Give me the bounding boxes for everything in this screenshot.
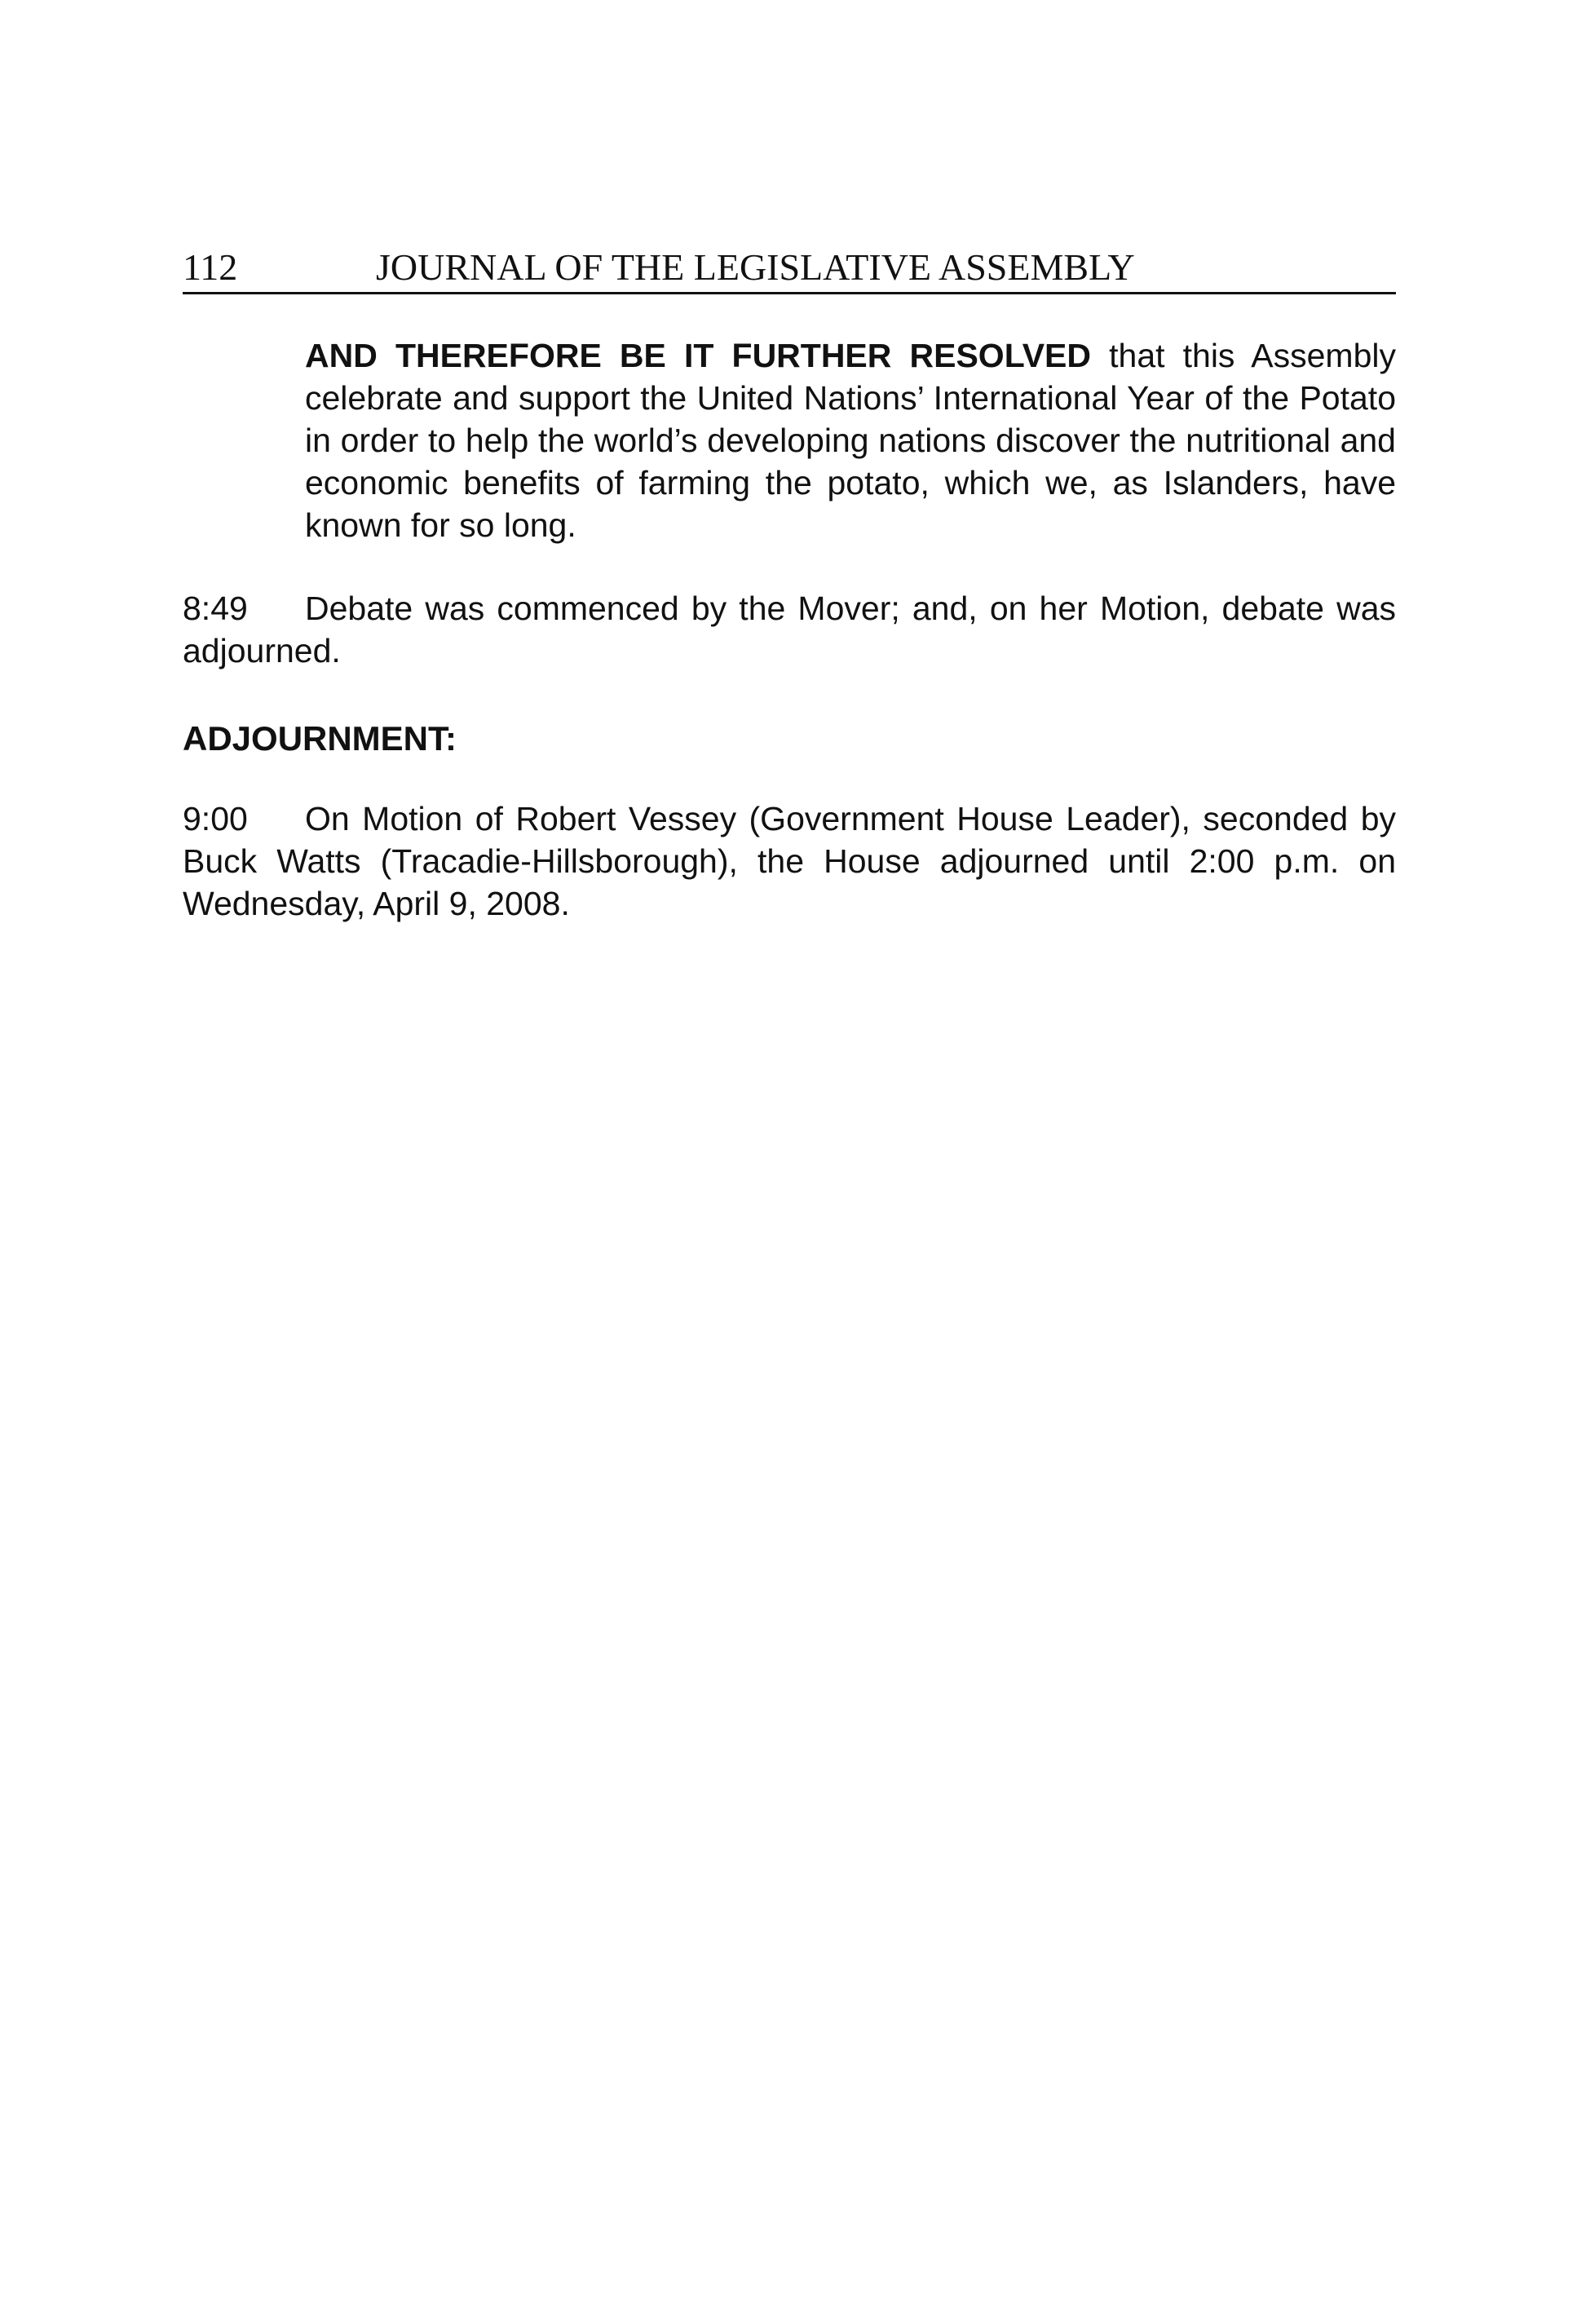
resolution-lead: AND THEREFORE BE IT FURTHER RESOLVED [305,337,1092,374]
debate-text: Debate was commenced by the Mover; and, on her Motion, debate was adjourned. [183,590,1396,669]
resolution-paragraph [305,334,1396,546]
resolution-text: that this Assembly celebrate and support the United Nations’ International Year of the Potato in order to help the world’s developing nations discover the nutritional and economic benefits of farming the potato, which we, as Islanders, have known for so long. [305,337,1396,544]
adjournment-heading: ADJOURNMENT: [183,719,457,758]
journal-title: JOURNAL OF THE LEGISLATIVE ASSEMBLY [376,246,1135,288]
debate-time: 8:49 [183,590,248,627]
running-header [183,243,1396,294]
adjournment-entry [183,797,1396,925]
debate-entry [183,587,1396,672]
page-number: 112 [183,246,238,288]
adjournment-text: On Motion of Robert Vessey (Government House Leader), seconded by Buck Watts (Tracadie-Hillsborough), the House adjourned until 2:00 p.m. on Wednesday, April 9, 2008. [183,800,1396,922]
adjournment-time: 9:00 [183,800,248,837]
